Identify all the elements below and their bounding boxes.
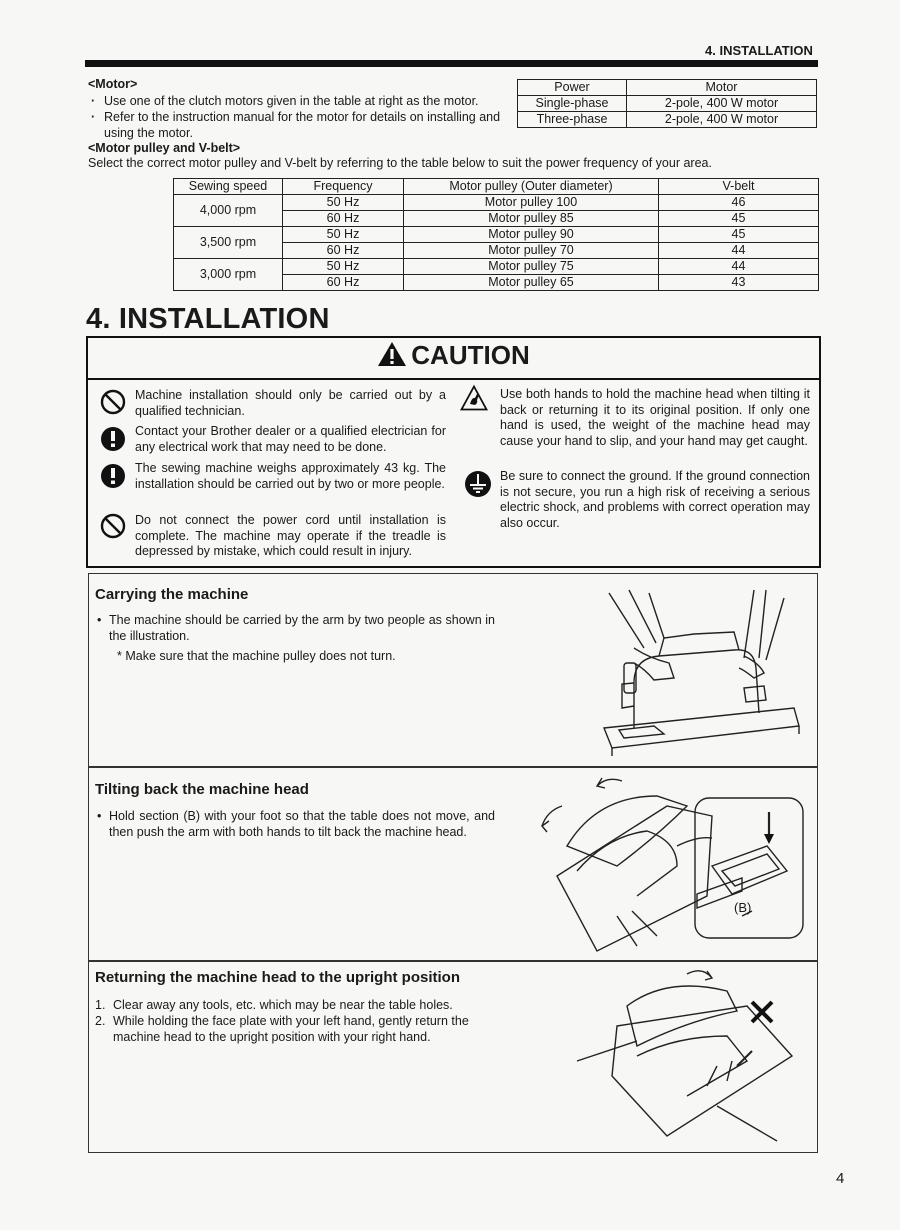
pulley-table-cell: 43	[659, 275, 819, 291]
caution-box	[86, 336, 821, 568]
carrying-title: Carrying the machine	[95, 586, 249, 603]
pulley-table-header: V-belt	[659, 179, 819, 195]
pulley-table-header: Sewing speed	[174, 179, 283, 195]
pulley-table-cell: 46	[659, 195, 819, 211]
motor-table-header: Power	[518, 80, 627, 96]
motor-table-cell: 2-pole, 400 W motor	[627, 112, 817, 128]
pulley-table-cell: 45	[659, 211, 819, 227]
motor-table-cell: Single-phase	[518, 96, 627, 112]
section-b-callout: (B)	[734, 900, 752, 915]
pulley-table-cell: 45	[659, 227, 819, 243]
caution-label: CAUTION	[411, 340, 530, 370]
motor-table-header: Motor	[627, 80, 817, 96]
pulley-table-header: Motor pulley (Outer diameter)	[404, 179, 659, 195]
installation-title: 4. INSTALLATION	[86, 303, 330, 335]
caution-item: Contact your Brother dealer or a qualified electrician for any electrical work that may need to be done.	[135, 424, 446, 454]
pulley-table	[173, 178, 819, 291]
pulley-table-cell: Motor pulley 85	[404, 211, 659, 227]
motor-bullet: · Use one of the clutch motors given in the table at right as the motor.	[88, 93, 512, 109]
carrying-note: * Make sure that the machine pulley does not turn.	[117, 649, 396, 663]
tilting-head-illustration	[537, 776, 807, 956]
pulley-table-cell: 50 Hz	[283, 195, 404, 211]
pulley-table-cell: Motor pulley 70	[404, 243, 659, 259]
pulley-heading: <Motor pulley and V-belt>	[88, 141, 241, 155]
carrying-panel	[88, 573, 818, 767]
pulley-speed-cell: 4,000 rpm	[174, 195, 283, 227]
page-number: 4	[836, 1170, 845, 1187]
warning-triangle-icon	[377, 341, 407, 367]
pulley-speed-cell: 3,500 rpm	[174, 227, 283, 259]
carrying-bullet: • The machine should be carried by the arm by two people as shown in the illustration.	[95, 612, 495, 644]
pulley-table-cell: 50 Hz	[283, 259, 404, 275]
pulley-table-cell: 44	[659, 259, 819, 275]
prohibition-icon	[100, 513, 126, 539]
motor-table-cell: Three-phase	[518, 112, 627, 128]
returning-steps	[95, 997, 495, 1045]
pulley-table-header: Frequency	[283, 179, 404, 195]
caution-item: Do not connect the power cord until installation is complete. The machine may operate if the treadle is depressed by mistake, which could result in injury.	[135, 513, 446, 558]
pulley-table-cell: Motor pulley 65	[404, 275, 659, 291]
tilting-text	[95, 808, 495, 840]
motor-table	[517, 79, 817, 128]
motor-table-cell: 2-pole, 400 W motor	[627, 96, 817, 112]
caution-item: Be sure to connect the ground. If the ground connection is not secure, you run a high risk of receiving a serious electric shock, and problems with correct operation may also occur.	[500, 469, 810, 530]
returning-panel	[88, 961, 818, 1153]
pulley-speed-cell: 3,000 rpm	[174, 259, 283, 291]
returning-step: 2. While holding the face plate with your left hand, gently return the machine head to the upright position with your right hand.	[95, 1014, 469, 1044]
returning-step: 1. Clear away any tools, etc. which may be near the table holes.	[95, 998, 453, 1012]
caution-divider	[88, 378, 819, 380]
carrying-machine-illustration	[594, 588, 809, 758]
header-rule	[85, 60, 818, 67]
returning-head-illustration	[577, 966, 807, 1141]
caution-heading	[88, 340, 819, 371]
mandatory-action-icon	[100, 426, 126, 452]
pulley-table-cell: Motor pulley 75	[404, 259, 659, 275]
tilting-title: Tilting back the machine head	[95, 781, 309, 798]
pulley-table-cell: Motor pulley 100	[404, 195, 659, 211]
running-header: 4. INSTALLATION	[705, 43, 813, 58]
carrying-text	[95, 612, 495, 664]
pulley-table-cell: 44	[659, 243, 819, 259]
tilting-panel	[88, 767, 818, 961]
motor-heading: <Motor>	[88, 77, 138, 91]
hand-pinch-warning-icon	[460, 385, 488, 411]
pulley-intro: Select the correct motor pulley and V-belt by referring to the table below to suit the power frequency of your area.	[88, 156, 712, 170]
caution-item: Machine installation should only be carried out by a qualified technician.	[135, 388, 446, 418]
caution-item: The sewing machine weighs approximately 43 kg. The installation should be carried out by two or more people.	[135, 461, 446, 491]
pulley-table-cell: 60 Hz	[283, 211, 404, 227]
pulley-table-cell: 50 Hz	[283, 227, 404, 243]
pulley-table-cell: Motor pulley 90	[404, 227, 659, 243]
motor-bullets	[88, 93, 512, 141]
ground-connection-icon	[464, 470, 492, 498]
prohibition-icon	[100, 389, 126, 415]
motor-bullet: · Refer to the instruction manual for the motor for details on installing and using the motor.	[88, 109, 512, 141]
returning-title: Returning the machine head to the upright position	[95, 969, 460, 986]
pulley-table-cell: 60 Hz	[283, 275, 404, 291]
tilting-bullet: • Hold section (B) with your foot so that the table does not move, and then push the arm with both hands to tilt back the machine head.	[95, 808, 495, 840]
mandatory-action-icon	[100, 463, 126, 489]
pulley-table-cell: 60 Hz	[283, 243, 404, 259]
caution-item: Use both hands to hold the machine head when tilting it back or returning it to its original position. If only one hand is used, the weight of the machine head may cause your hand to slip, and your hand may get caught.	[500, 387, 810, 448]
